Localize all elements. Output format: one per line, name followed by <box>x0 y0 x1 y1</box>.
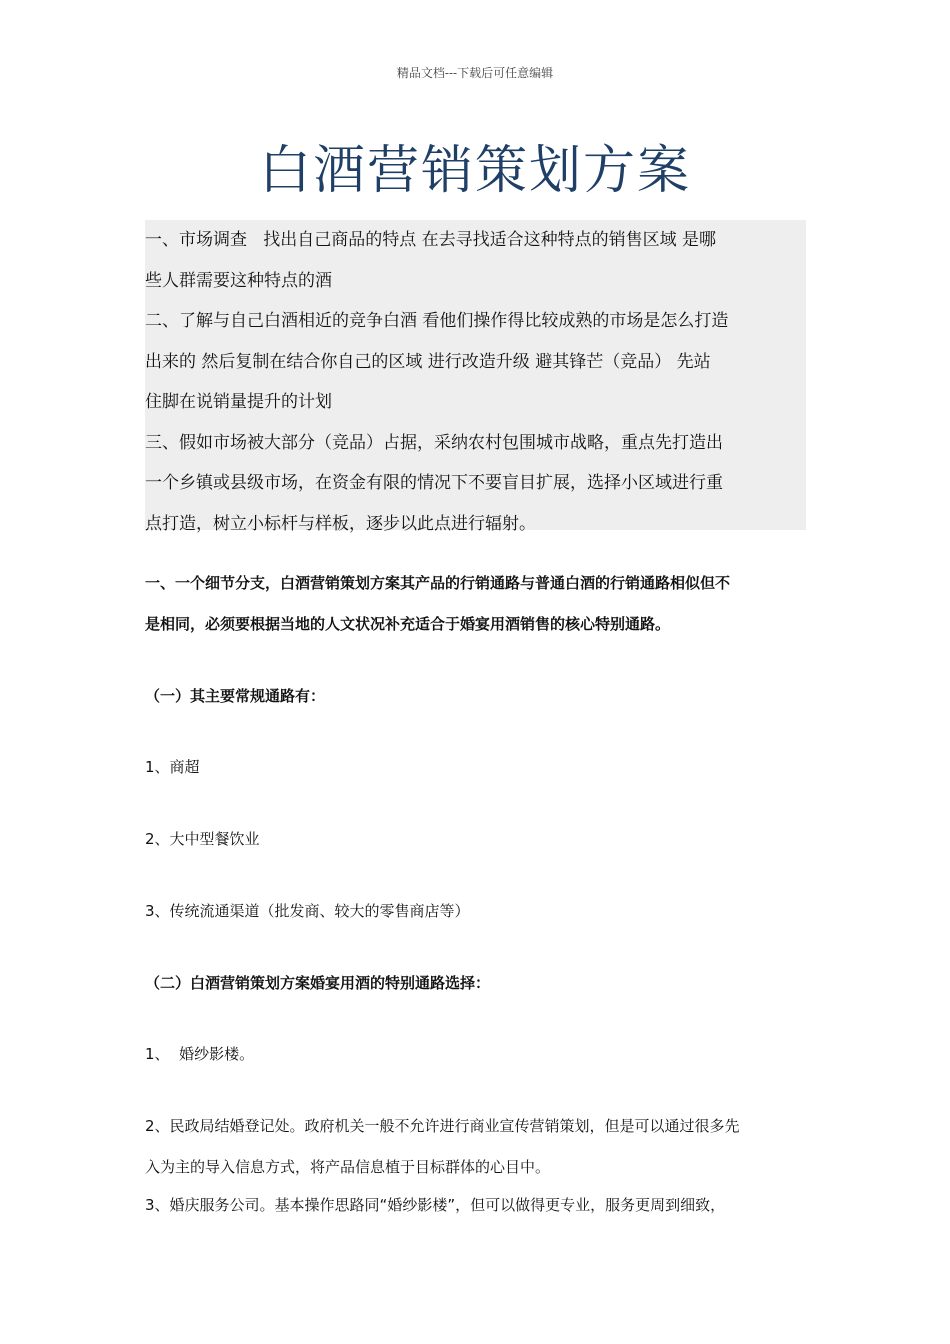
intro-line: 出来的 然后复制在结合你自己的区域 进行改造升级 避其锋芒（竞品） 先站 <box>145 351 711 372</box>
sub1-heading: （一）其主要常规通路有： <box>145 687 326 705</box>
sub1-item: 2、大中型餐饮业 <box>145 830 260 848</box>
header-note: 精品文档---下载后可任意编辑 <box>396 66 554 80</box>
intro-line: 些人群需要这种特点的酒 <box>145 270 332 291</box>
intro-line: 点打造，树立小标杆与样板，逐步以此点进行辐射。 <box>145 513 536 534</box>
sub1-item: 3、传统流通渠道（批发商、较大的零售商店等） <box>145 902 470 920</box>
section1-line2: 是相同，必须要根据当地的人文状况补充适合于婚宴用酒销售的核心特别通路。 <box>145 615 671 633</box>
sub2-item3: 3、婚庆服务公司。基本操作思路同“婚纱影楼”，但可以做得更专业，服务更周到细致， <box>145 1196 726 1214</box>
intro-block <box>145 220 806 534</box>
sub2-heading: （二）白酒营销策划方案婚宴用酒的特别通路选择： <box>145 974 491 992</box>
intro-line: 住脚在说销量提升的计划 <box>145 392 332 412</box>
sub2-item2-line1: 2、民政局结婚登记处。政府机关一般不允许进行商业宣传营销策划，但是可以通过很多先 <box>145 1117 740 1135</box>
section1-line1: 一、一个细节分支，白酒营销策划方案其产品的行销通路与普通白酒的行销通路相似但不 <box>145 574 731 592</box>
document-title: 白酒营销策划方案 <box>258 141 691 201</box>
intro-line: 一、市场调查 找出自己商品的特点 在去寻找适合这种特点的销售区域 是哪 <box>145 230 717 250</box>
sub2-item1: 1、 婚纱影楼。 <box>145 1045 255 1063</box>
intro-line: 二、了解与自己白酒相近的竞争白酒 看他们操作得比较成熟的市场是怎么打造 <box>145 311 729 331</box>
sub1-item: 1、商超 <box>145 758 200 776</box>
intro-line: 三、假如市场被大部分（竞品）占据，采纳农村包围城市战略，重点先打造出 <box>145 432 723 453</box>
intro-line: 一个乡镇或县级市场，在资金有限的情况下不要盲目扩展，选择小区域进行重 <box>145 473 723 493</box>
sub2-item2-line2: 入为主的导入信息方式，将产品信息植于目标群体的心目中。 <box>145 1158 551 1176</box>
